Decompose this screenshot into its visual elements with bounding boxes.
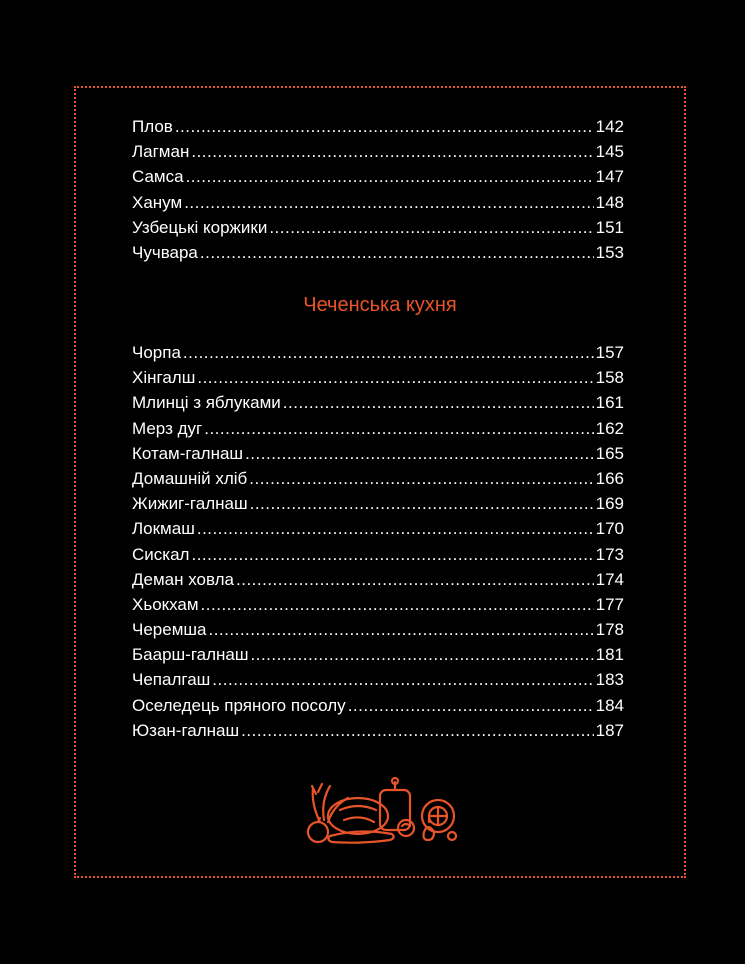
toc-row[interactable] bbox=[132, 718, 624, 743]
toc-item-page: 161 bbox=[595, 393, 624, 413]
toc-item-page: 184 bbox=[595, 695, 624, 715]
toc-row[interactable] bbox=[132, 642, 624, 667]
toc-list-section bbox=[132, 340, 624, 743]
toc-row[interactable] bbox=[132, 190, 624, 215]
toc-row[interactable] bbox=[132, 667, 624, 692]
toc-item-page: 157 bbox=[595, 343, 624, 362]
toc-list-top bbox=[132, 114, 624, 265]
toc-row[interactable] bbox=[132, 215, 624, 240]
toc-item-page: 148 bbox=[595, 192, 624, 212]
dot-leader bbox=[269, 215, 593, 240]
dot-leader bbox=[186, 164, 594, 189]
dot-leader bbox=[249, 466, 593, 491]
toc-row[interactable] bbox=[132, 592, 624, 617]
dot-leader bbox=[201, 592, 594, 617]
toc-row[interactable] bbox=[132, 567, 624, 592]
toc-item-page: 158 bbox=[595, 368, 624, 388]
toc-item-name: Оселедець пряного посолу bbox=[132, 695, 346, 715]
toc-item-page: 174 bbox=[595, 569, 624, 589]
dot-leader bbox=[204, 416, 593, 441]
toc-item-name: Самса bbox=[132, 167, 184, 187]
toc-item-name: Домашній хліб bbox=[132, 468, 248, 488]
toc-item-name: Сискал bbox=[132, 544, 190, 564]
toc-item-name: Лагман bbox=[132, 142, 190, 162]
dot-leader bbox=[208, 617, 593, 642]
dot-leader bbox=[283, 390, 594, 415]
toc-row[interactable] bbox=[132, 542, 624, 567]
toc-item-name: Чепалгаш bbox=[132, 670, 211, 690]
toc-row[interactable] bbox=[132, 139, 624, 164]
dot-leader bbox=[184, 190, 593, 215]
dot-leader bbox=[236, 567, 594, 592]
toc-item-page: 165 bbox=[595, 443, 624, 463]
toc-row[interactable] bbox=[132, 441, 624, 466]
toc-item-page: 169 bbox=[595, 494, 624, 514]
toc-item-page: 153 bbox=[595, 242, 624, 262]
dot-leader bbox=[212, 667, 593, 692]
toc-item-page: 166 bbox=[595, 468, 624, 488]
toc-item-page: 162 bbox=[595, 418, 624, 438]
toc-item-name: Котам-галнаш bbox=[132, 443, 244, 463]
dot-leader bbox=[250, 491, 594, 516]
toc-row[interactable] bbox=[132, 466, 624, 491]
dot-leader bbox=[191, 542, 593, 567]
toc-item-page: 142 bbox=[595, 117, 624, 136]
toc-row[interactable] bbox=[132, 416, 624, 441]
toc-item-page: 178 bbox=[595, 620, 624, 640]
toc-row[interactable] bbox=[132, 390, 624, 415]
toc-row[interactable] bbox=[132, 617, 624, 642]
toc-item-name: Плов bbox=[132, 117, 173, 136]
toc-item-name: Млинці з яблуками bbox=[132, 393, 281, 413]
toc-row[interactable] bbox=[132, 365, 624, 390]
toc-item-name: Чорпа bbox=[132, 343, 181, 362]
toc-item-name: Баарш-галнаш bbox=[132, 645, 249, 665]
toc-row[interactable] bbox=[132, 693, 624, 718]
toc-row[interactable] bbox=[132, 491, 624, 516]
toc-item-name: Юзан-галнаш bbox=[132, 720, 240, 740]
dot-leader bbox=[348, 693, 594, 718]
toc-row[interactable] bbox=[132, 164, 624, 189]
dot-leader bbox=[183, 340, 594, 365]
dot-leader bbox=[200, 240, 594, 265]
dot-leader bbox=[197, 516, 594, 541]
toc-item-page: 177 bbox=[595, 594, 624, 614]
toc-item-page: 170 bbox=[595, 519, 624, 539]
toc-item-page: 145 bbox=[595, 142, 624, 162]
dot-leader bbox=[251, 642, 594, 667]
toc-row[interactable] bbox=[132, 240, 624, 265]
toc-item-name: Жижиг-галнаш bbox=[132, 494, 248, 514]
dot-leader bbox=[245, 441, 594, 466]
food-illustration-icon bbox=[300, 776, 460, 846]
toc-item-name: Мерз дуг bbox=[132, 418, 203, 438]
toc-item-name: Хьокхам bbox=[132, 594, 199, 614]
toc-row[interactable] bbox=[132, 340, 624, 365]
dot-leader bbox=[241, 718, 593, 743]
toc-row[interactable] bbox=[132, 114, 624, 139]
section-heading: Чеченська кухня bbox=[303, 294, 457, 316]
toc-row[interactable] bbox=[132, 516, 624, 541]
toc-item-page: 183 bbox=[595, 670, 624, 690]
toc-item-name: Черемша bbox=[132, 620, 207, 640]
toc-item-page: 173 bbox=[595, 544, 624, 564]
toc-item-name: Локмаш bbox=[132, 519, 195, 539]
toc-item-page: 151 bbox=[595, 217, 624, 237]
toc-item-name: Чучвара bbox=[132, 242, 198, 262]
toc-item-name: Деман ховла bbox=[132, 569, 234, 589]
dot-leader bbox=[175, 114, 594, 139]
toc-item-page: 187 bbox=[595, 720, 624, 740]
toc-item-name: Узбецькі коржики bbox=[132, 217, 268, 237]
dot-leader bbox=[191, 139, 593, 164]
toc-item-name: Ханум bbox=[132, 192, 183, 212]
toc-item-page: 181 bbox=[595, 645, 624, 665]
dot-leader bbox=[197, 365, 593, 390]
toc-item-name: Хінгалш bbox=[132, 368, 196, 388]
toc-item-page: 147 bbox=[595, 167, 624, 187]
